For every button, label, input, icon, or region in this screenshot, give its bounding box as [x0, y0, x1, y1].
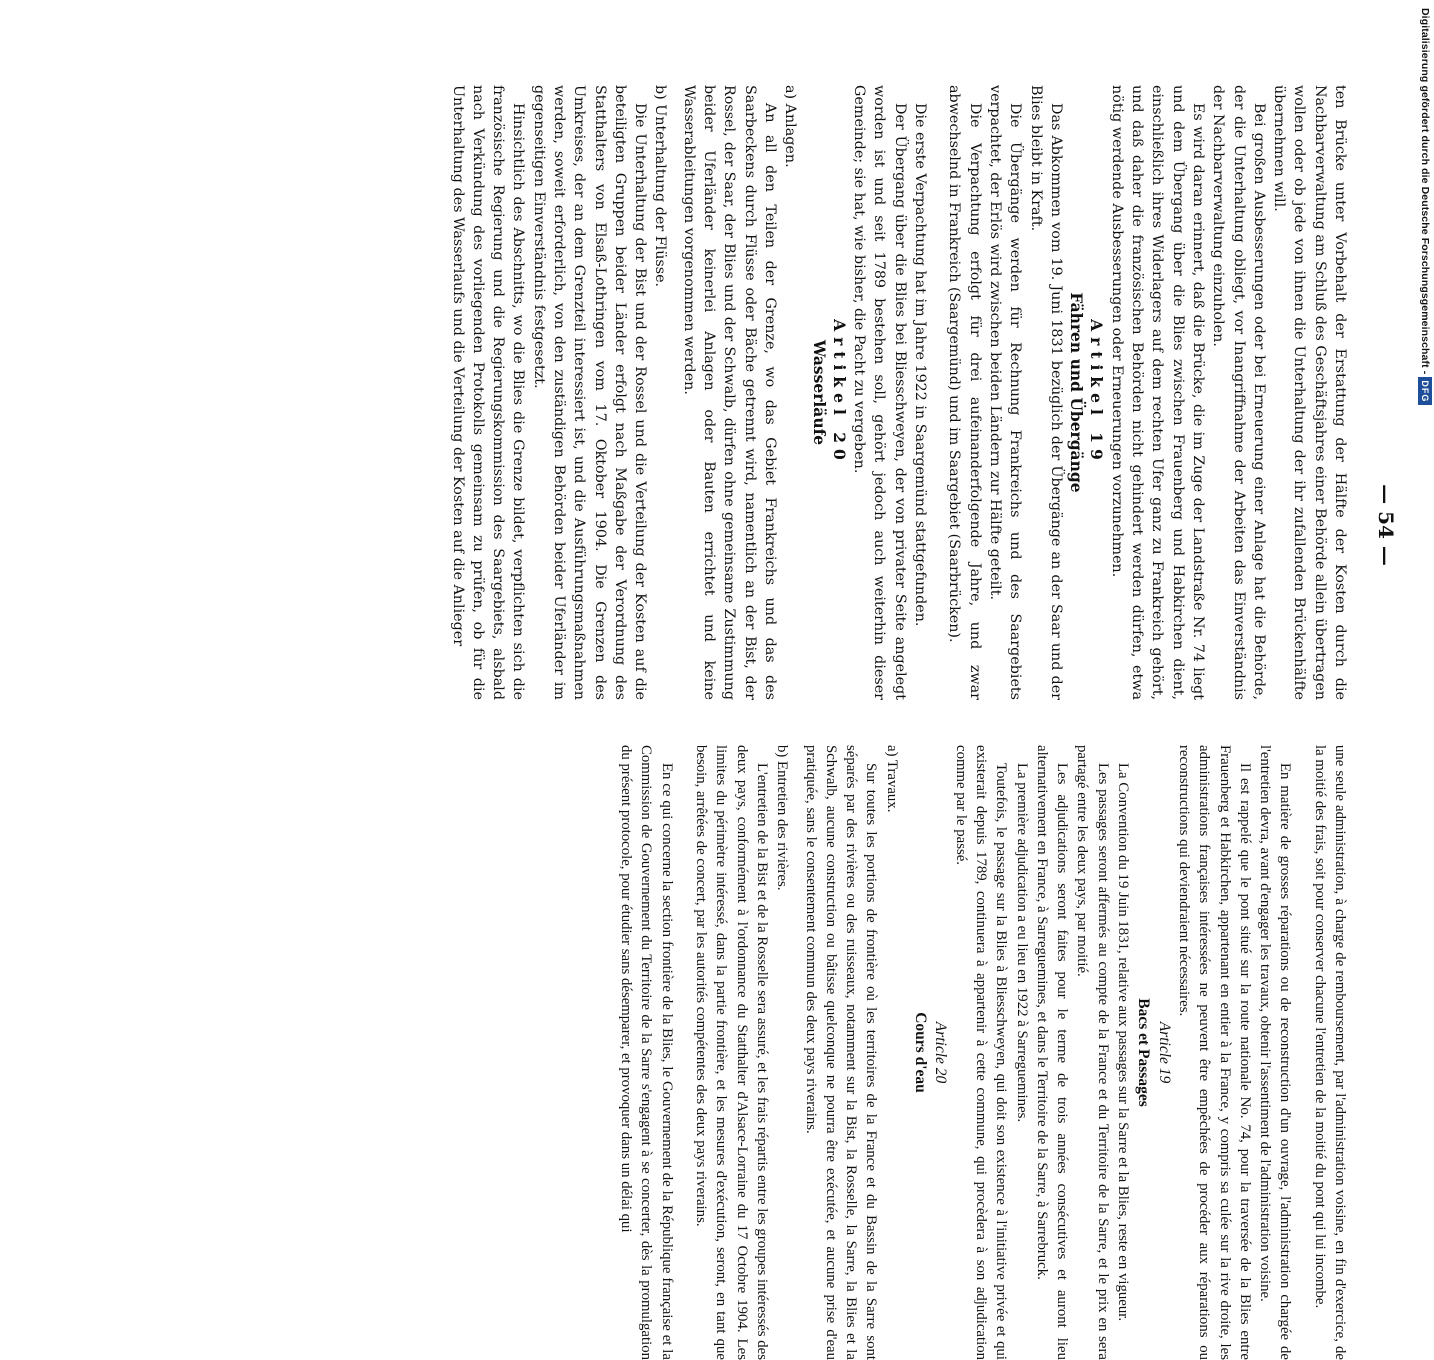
german-paragraph-2: Bei großen Ausbesserungen oder bei Erneuerung einer Anlage hat die Behörde, der die Unterhaltung obliegt, vor Inangriffnahme der Arbeiten das Einverständnis der Nachbarverwaltung einzuholen. [1210, 85, 1267, 700]
french-article-19-p1: La Convention du 19 Juin 1831, relative aux passages sur la Sarre et la Blies, reste en vigueur. [1115, 763, 1132, 1322]
german-article-19-p5: Der Übergang über die Blies bei Bliesschweyen, der von privater Seite angelegt worden ist und seit 1789 bestehen soll, gehört jedoch auch weiterhin dieser Gemeinde; sie hat, wie bisher, die Pacht zu vergeben. [851, 85, 908, 700]
german-article-20-a-text: An all den Teilen der Grenze, wo das Gebiet Frankreichs und das des Saarbeckens durch Flüsse oder Bäche getrennt wird, namentlich an der Bist, der Rossel, der Saar, der Blies und der Schwalb, dürfen ohne gemeinsame Zustimmung beider Uferländer keinerlei Anlagen oder Bauten errichtet und keine Wasserableitungen vorgenommen werden. [680, 85, 778, 700]
french-article-19-title: Article 19 [1155, 1021, 1173, 1084]
page-number: — 54 — [1374, 484, 1398, 566]
digitization-credit-text: Digitalisierung gefördert durch die Deutsche Forschungsgemeinschaft - [1419, 8, 1431, 375]
french-article-20-b-text: L'entretien de la Bist et de la Rosselle sera assuré, et les frais répartis entre les groupes intéressés des deux pays, conformément à l'ordonnance du Statthalter d'Alsace-Lorraine du 17 Octobre 1904. Les limites du périmètre intéressé, dans la partie frontière, et les mesures d'exécution, seront, en tant que besoin, arrêtées de concert, par les autorités compétentes des deux pays riverains. [693, 745, 770, 1360]
french-article-20-title: Article 20 [932, 1021, 950, 1084]
german-article-19-p2: Die Übergänge werden für Rechnung Frankreichs und des Saargebiets verpachtet, der Erlös wird zwischen beiden Ländern zur Hälfte geteilt. [986, 85, 1024, 700]
digitization-credit [1418, 8, 1432, 988]
dfg-logo: DFG [1418, 377, 1432, 405]
french-intro: une seule administration, à charge de remboursement, par l'administration voisine, en fin d'exercice, de la moitié des frais, soit pour conserver chacune l'entretien de la moitié du pont qui lui incombe. [1311, 745, 1348, 1360]
german-article-20-a-heading: a) Anlagen. [782, 85, 799, 168]
german-article-20-b-text: Die Unterhaltung der Bist und der Rossel und die Verteilung der Kosten auf die beteiligten Gruppen beider Länder erfolgt nach Maßgabe der Verordnung des Statthalters von Elsaß-Lothringen vom 17. Oktober 1904. Die Grenzen des Umkreises, der an dem Grenzteil interessiert ist, und die Ausführungsmaßnahmen werden, soweit erforderlich, von den zuständigen Behörden beider Uferländer im gegenseitigen Einverständnis festgesetzt. [530, 85, 649, 700]
german-article-19-p4: Die erste Verpachtung hat im Jahre 1922 in Saargemünd stattgefunden. [912, 103, 929, 627]
french-paragraph-3: Il est rappelé que le pont situé sur la route nationale No. 74, pour la traversée de la Blies entre Frauenberg et Habkirchen, appartenant en entier à la France, y compris sa culée sur la rive droite, les administrations françaises intéressées ne peuvent être empêchées de procéder aux réparations ou reconstructions qui deviendraient nécessaires. [1175, 745, 1253, 1360]
german-article-19-title: Artikel 19 [1087, 319, 1107, 466]
german-article-20-subtitle: Wasserläufe [809, 339, 829, 446]
german-article-20-b-text-2: Hinsichtlich des Abschnitts, wo die Blies die Grenze bildet, verpflichten sich die französische Regierung und die Regierungskommission des Saargebiets, alsbald nach Verkündung des vorliegenden Protokolls gemeinsam zu prüfen, ob für die Unterhaltung des Wasserlaufs und die Verteilung der Kosten auf die Anlieger [449, 85, 527, 700]
german-article-19-subtitle: Fähren und Übergänge [1067, 292, 1087, 493]
french-article-20-subtitle: Cours d'eau [912, 1012, 930, 1093]
german-article-19-p3: Die Verpachtung erfolgt für drei aufeinanderfolgende Jahre, und zwar abwechselnd in Frankreich (Saargemünd) und im Saargebiet (Saarbrücken). [946, 85, 983, 700]
french-article-19-p4: La première adjudication a eu lieu en 1922 à Sarreguemines. [1013, 763, 1030, 1123]
german-article-20-b-heading: b) Unterhaltung der Flüsse. [652, 85, 669, 288]
french-article-20-b-heading: b) Entretien des rivières. [774, 745, 791, 891]
french-article-19-p2: Les passages seront affermés au compte de la France et du Territoire de la Sarre, et le prix en sera partagé entre les deux pays, par moitié. [1074, 745, 1111, 1360]
german-article-19-p1: Das Abkommen vom 19. Juni 1831 bezüglich der Übergänge an der Saar und der Blies bleibt in Kraft. [1027, 85, 1064, 700]
german-paragraph-3: Es wird daran erinnert, daß die Brücke, die im Zuge der Landstraße Nr. 74 liegt und dem Übergang über die Blies zwischen Frauenberg und Habkirchen dient, einschließlich ihres Widerlagers auf dem rechten Ufer ganz zu Frankreich gehört, und daß daher die französischen Behörden nicht gehindert werden dürfen, etwa nötig werdende Ausbesserungen oder Erneuerungen vorzunehmen. [1108, 85, 1206, 700]
french-paragraph-2: En matière de grosses réparations ou de reconstruction d'un ouvrage, l'administration chargée de l'entretien devra, avant d'engager les travaux, obtenir l'assentiment de l'administration voisine. [1257, 745, 1294, 1360]
french-article-19-p5: Toutefois, le passage sur la Blies à Bliesschweyen, qui doit son existence à l'initiative privée et qui existerait depuis 1789, continuera à appartenir à cette commune, qui procèdera à son adjudication comme par le passé. [952, 745, 1010, 1360]
french-article-19-p3: Les adjudications seront faites pour le terme de trois années consécutives et auront lieu alternativement en France, à Sarreguemines, et dans le Territoire de la Sarre, à Sarrebruck. [1033, 745, 1071, 1360]
rotated-page [10, 85, 1398, 1360]
french-article-19-subtitle: Bacs et Passages [1135, 998, 1153, 1107]
german-article-20-title: Artikel 20 [829, 319, 849, 466]
french-article-20-a-text: Sur toutes les portions de frontière où les territoires de la France et du Bassin de la Sarre sont séparés par des rivières ou des ruisseaux, notamment sur la Bist, la Rosselle, la Sarre, la Blies et la Schwalb, aucune construction ou bâtisse quelconque ne pourra être exécutée, et aucune prise d'eau pratiquée, sans le consentement commun des deux pays riverains. [802, 745, 880, 1360]
french-article-20-b-text-2: En ce qui concerne la section frontière de la Blies, le Gouvernement de la République française et la Commission de Gouvernement du Territoire de la Sarre s'engagent à se concerter, dès la promulgation du présent protocole, pour étudier sans désemparer, et provoquer dans un délai qui [618, 745, 675, 1360]
german-intro: ten Brücke unter Vorbehalt der Erstattung der Hälfte der Kosten durch die Nachbarverwaltung am Schluß des Geschäftsjahres einer Behörde allein übertragen wollen oder ob jede von ihnen die Unterhaltung der ihr zufallenden Brückenhälfte übernehmen will. [1271, 85, 1348, 700]
french-column [616, 745, 1350, 1360]
german-column [447, 85, 1350, 700]
french-article-20-a-heading: a) Travaux. [883, 745, 900, 813]
